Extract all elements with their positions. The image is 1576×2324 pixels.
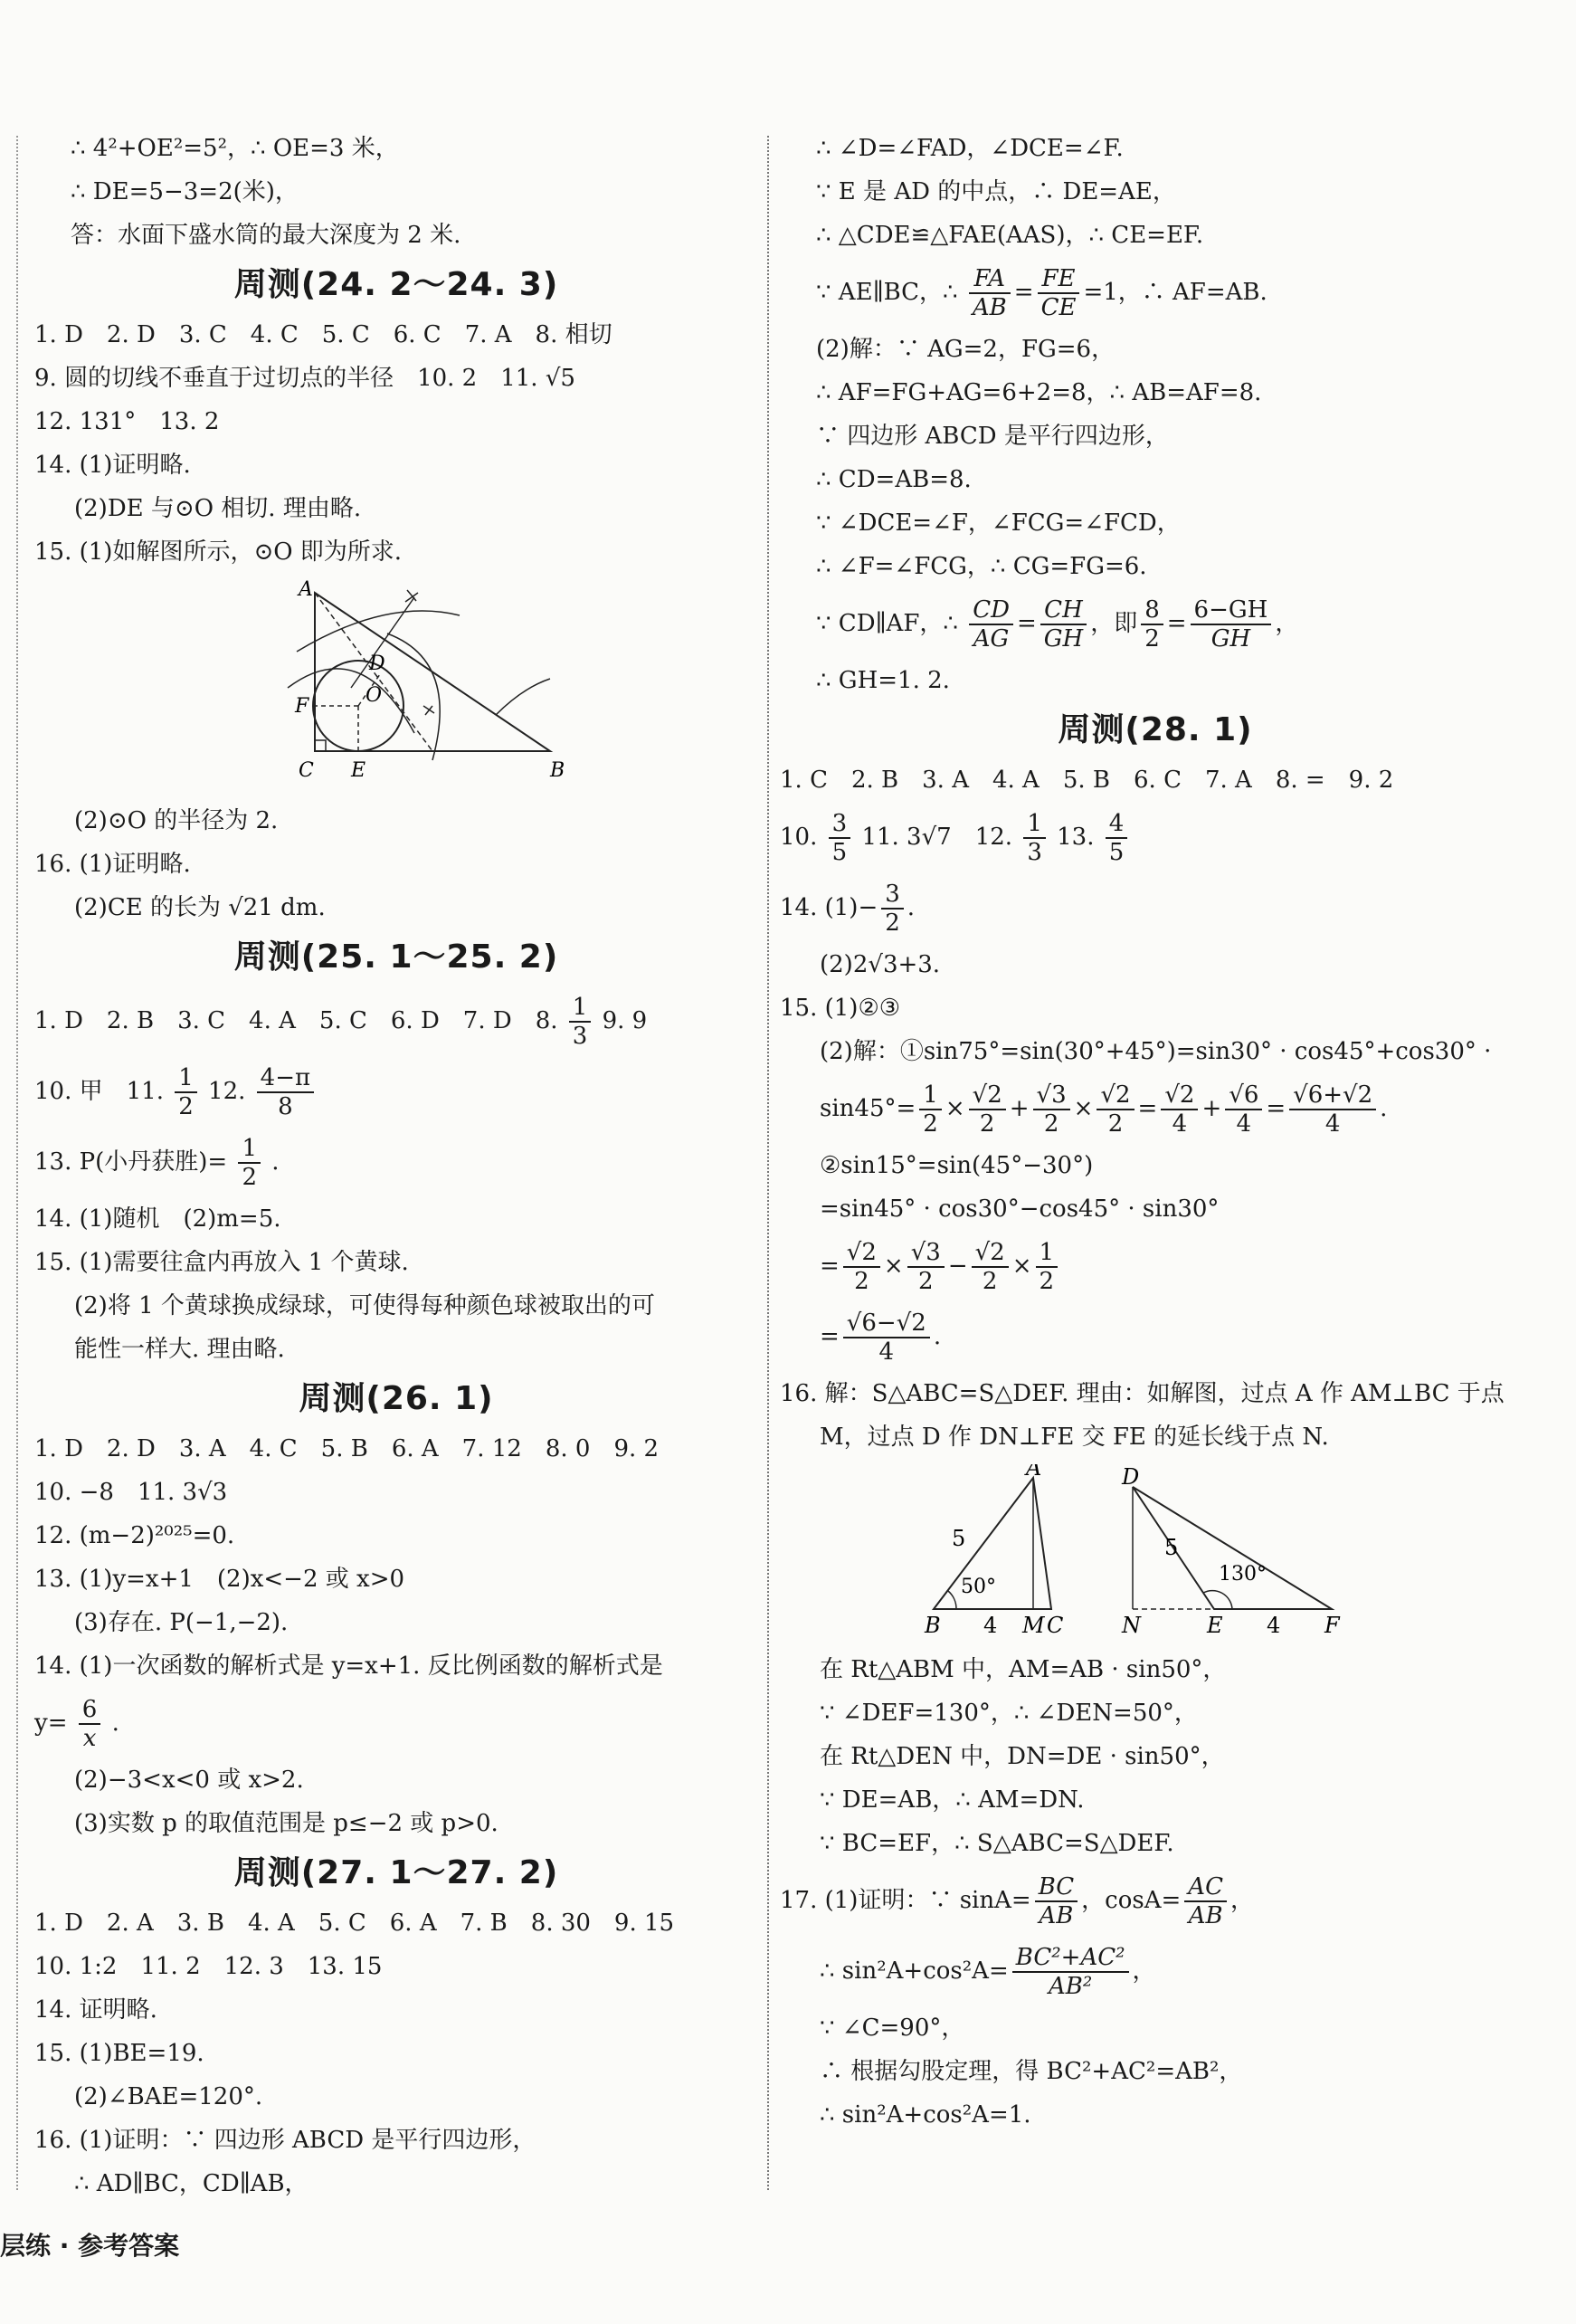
right-column — [780, 127, 1531, 2137]
fraction — [79, 1696, 101, 1752]
answer-line: (2)−3<x<0 或 x>2. — [74, 1767, 304, 1794]
answer-line: 14. (1)证明略. — [34, 452, 191, 479]
denominator: 5 — [831, 839, 848, 866]
denominator: CE — [1040, 294, 1077, 321]
answer-text: = — [1266, 1095, 1286, 1122]
section-heading: 周测(27. 1～27. 2) — [233, 1854, 559, 1891]
side-label: 4 — [983, 1613, 998, 1636]
numerator: √6−√2 — [843, 1310, 930, 1338]
label-e: E — [1207, 1613, 1223, 1636]
numerator: 1 — [569, 994, 592, 1023]
answer-line — [34, 1056, 758, 1127]
numerator: √2 — [1161, 1081, 1198, 1110]
answer-line: 14. (1)随机 (2)m=5. — [34, 1205, 281, 1233]
label-e: E — [351, 759, 366, 782]
answer-text: 10. 甲 11. — [34, 1078, 164, 1105]
denominator: 2 — [242, 1164, 257, 1191]
label-a: A — [1026, 1464, 1042, 1481]
answer-text: × — [945, 1095, 965, 1122]
numerator: FA — [969, 265, 1011, 294]
answer-text: 11. 3√7 12. — [861, 824, 1013, 851]
answer-line — [780, 1231, 1531, 1301]
numerator: 1 — [1036, 1239, 1059, 1268]
text-line: ∴ GH=1. 2. — [816, 667, 950, 694]
label-o: O — [366, 684, 383, 707]
text: =1，∴ AF=AB. — [1083, 279, 1267, 306]
numerator: 1 — [919, 1081, 942, 1110]
answer-line: ∴ AD∥BC，CD∥AB， — [74, 2170, 309, 2197]
denominator: AB — [1039, 1902, 1074, 1929]
answer-line: 15. (1)如解图所示，⊙O 即为所求. — [34, 538, 403, 566]
answer-line — [780, 1301, 1531, 1372]
denominator: 3 — [572, 1023, 588, 1050]
denominator: 3 — [1027, 839, 1042, 866]
label-b: B — [550, 759, 565, 782]
answer-line: 12. 131° 13. 2 — [34, 408, 220, 435]
answer-line: ∴ sin²A+cos²A=1. — [820, 2101, 1031, 2129]
fraction — [1106, 810, 1128, 866]
denominator: 2 — [979, 1110, 995, 1138]
answer-line: ∵ ∠DEF=130°，∴ ∠DEN=50°， — [820, 1700, 1198, 1727]
answer-line: 10. −8 11. 3√3 — [34, 1479, 228, 1506]
answer-line: (3)实数 p 的取值范围是 p≤−2 或 p>0. — [74, 1810, 498, 1837]
answer-line: M，过点 D 作 DN⊥FE 交 FE 的延长线于点 N. — [820, 1424, 1329, 1451]
denominator: 4 — [1324, 1110, 1341, 1138]
fraction — [843, 1310, 930, 1366]
answer-line: (2)解：①sin75°=sin(30°+45°)=sin30° · cos45°+cos30° · — [820, 1038, 1492, 1065]
answer-line — [780, 1865, 1531, 1936]
answer-text: 14. (1)− — [780, 894, 878, 921]
answer-line: 13. (1)y=x+1 (2)x<−2 或 x>0 — [34, 1566, 405, 1593]
denominator: 2 — [854, 1268, 869, 1295]
answer-text: × — [883, 1252, 904, 1280]
answer-line: 1. D 2. D 3. A 4. C 5. B 6. A 7. 12 8. 0 9. 2 — [34, 1435, 660, 1462]
numerator: 3 — [881, 881, 904, 910]
section-heading: 周测(25. 1～25. 2) — [233, 938, 559, 976]
answer-line: 14. (1)一次函数的解析式是 y=x+1. 反比例函数的解析式是 — [34, 1653, 663, 1680]
answer-text: + — [1009, 1095, 1030, 1122]
answer-line: (3)存在. P(−1,−2). — [74, 1609, 289, 1636]
answer-line: (2)将 1 个黄球换成绿球，可使得每种颜色球被取出的可 — [74, 1292, 655, 1319]
text: ∵ AE∥BC，∴ — [816, 279, 958, 306]
numerator: BC — [1035, 1873, 1078, 1902]
fraction — [1225, 1081, 1262, 1138]
answer-line: (2)DE 与⊙O 相切. 理由略. — [74, 495, 362, 522]
label-n: N — [1122, 1613, 1141, 1636]
fraction — [1035, 1873, 1078, 1929]
denominator: 2 — [1039, 1268, 1055, 1295]
answer-line: (2)∠BAE=120°. — [74, 2083, 263, 2110]
numerator: 4 — [1106, 810, 1128, 839]
answer-line: ∵ BC=EF，∴ S△ABC=S△DEF. — [820, 1830, 1174, 1857]
label-f: F — [295, 695, 309, 718]
text-line: ∴ ∠D=∠FAD，∠DCE=∠F. — [816, 135, 1124, 162]
answer-text: − — [947, 1252, 968, 1280]
fraction — [881, 881, 904, 937]
fraction — [1033, 1081, 1070, 1138]
answer-line: 1. D 2. A 3. B 4. A 5. C 6. A 7. B 8. 30 9. 15 — [34, 1910, 675, 1937]
triangles-figure — [780, 1464, 1531, 1643]
numerator: √2 — [1097, 1081, 1134, 1110]
circle-triangle-figure — [34, 579, 758, 794]
side-label: 5 — [1164, 1535, 1179, 1560]
answer-line: 12. (m−2)²⁰²⁵=0. — [34, 1522, 235, 1549]
answer-line: 1. C 2. B 3. A 4. A 5. B 6. C 7. A 8. = 9. 2 — [780, 767, 1394, 794]
left-column — [34, 127, 758, 2205]
answer-text: 9. 9 — [602, 1007, 648, 1034]
text-line: (2)解：∵ AG=2，FG=6， — [816, 336, 1116, 363]
denominator: 4 — [1172, 1110, 1188, 1138]
fraction — [175, 1064, 197, 1120]
fraction — [843, 1239, 880, 1295]
denominator: 2 — [1144, 625, 1160, 652]
answer-text: sin45°= — [820, 1095, 916, 1122]
text: = — [1016, 610, 1037, 637]
numerator: 3 — [829, 810, 851, 839]
text-line: 答：水面下盛水筒的最大深度为 2 米. — [71, 222, 461, 249]
fraction — [569, 994, 592, 1050]
answer-line: 能性一样大. 理由略. — [74, 1336, 285, 1363]
answer-line: =sin45° · cos30°−cos45° · sin30° — [820, 1195, 1220, 1223]
answer-line: 14. 证明略. — [34, 1996, 157, 2024]
answer-line — [34, 1688, 758, 1758]
fraction — [1097, 1081, 1134, 1138]
answer-line: 9. 圆的切线不垂直于过切点的半径 10. 2 11. √5 — [34, 365, 575, 392]
answer-line — [780, 872, 1531, 943]
fraction — [1036, 1239, 1059, 1295]
denominator: 2 — [885, 910, 900, 937]
answer-text: . — [933, 1323, 942, 1350]
text: ∵ CD∥AF，∴ — [816, 610, 958, 637]
section-heading: 周测(26. 1) — [299, 1380, 494, 1417]
text-line: ∴ CD=AB=8. — [816, 466, 972, 493]
section-heading: 周测(28. 1) — [1058, 711, 1253, 748]
label-d: D — [369, 652, 385, 675]
section-heading: 周测(24. 2～24. 3) — [233, 266, 559, 303]
numerator: CD — [969, 596, 1013, 625]
answer-line: ∵ DE=AB，∴ AM=DN. — [820, 1786, 1085, 1814]
fraction — [1161, 1081, 1198, 1138]
fraction — [829, 810, 851, 866]
fraction — [907, 1239, 945, 1295]
answer-line: 16. 解：S△ABC=S△DEF. 理由：如解图，过点 A 作 AM⊥BC 于点 — [780, 1380, 1505, 1407]
denominator: 4 — [1236, 1110, 1252, 1138]
figure-svg — [279, 579, 577, 787]
answer-line: 15. (1)BE=19. — [34, 2040, 204, 2067]
answer-text: 1. D 2. B 3. C 4. A 5. C 6. D 7. D 8. — [34, 1007, 558, 1034]
fraction — [969, 265, 1011, 321]
text-line — [780, 257, 1531, 328]
answer-line: ②sin15°=sin(45°−30°) — [820, 1152, 1094, 1179]
text: = — [1013, 279, 1034, 306]
fraction — [969, 596, 1013, 652]
answer-line: 10. 1:2 11. 2 12. 3 13. 15 — [34, 1953, 383, 1980]
label-b: B — [925, 1613, 941, 1636]
text: ，即 — [1090, 610, 1138, 637]
denominator: 2 — [178, 1093, 194, 1120]
answer-line: 1. D 2. D 3. C 4. C 5. C 6. C 7. A 8. 相切 — [34, 321, 612, 348]
numerator: 8 — [1141, 596, 1163, 625]
text-line: ∵ 四边形 ABCD 是平行四边形， — [816, 423, 1169, 450]
answer-text: 12. — [208, 1078, 246, 1105]
answer-text: . — [907, 894, 916, 921]
answer-line: ∵ ∠C=90°， — [820, 2014, 965, 2042]
fraction — [1191, 596, 1272, 652]
answer-text: = — [820, 1252, 840, 1280]
answer-line: 15. (1)②③ — [780, 995, 901, 1022]
left-margin-dots — [16, 136, 18, 2190]
answer-text: + — [1201, 1095, 1222, 1122]
denominator: 8 — [278, 1093, 293, 1120]
angle-label: 50° — [961, 1576, 996, 1598]
answer-text: . — [271, 1148, 280, 1176]
numerator: BC²+AC² — [1012, 1944, 1129, 1973]
denominator: AB² — [1048, 1973, 1093, 2000]
denominator: GH — [1043, 625, 1084, 652]
numerator: √6+√2 — [1289, 1081, 1376, 1110]
numerator: CH — [1040, 596, 1087, 625]
answer-line: (2)2√3+3. — [820, 951, 941, 978]
numerator: 1 — [238, 1135, 261, 1164]
answer-line — [780, 1936, 1531, 2006]
fraction — [919, 1081, 942, 1138]
fraction — [238, 1135, 261, 1191]
numerator: √2 — [843, 1239, 880, 1268]
answer-text: ， — [1132, 1957, 1156, 1985]
text-line — [780, 588, 1531, 659]
label-c: C — [299, 759, 314, 782]
denominator: x — [82, 1725, 97, 1752]
numerator: √3 — [907, 1239, 945, 1268]
figure-svg — [916, 1464, 1368, 1636]
text-line: ∴ △CDE≌△FAE(AAS)，∴ CE=EF. — [816, 222, 1204, 249]
answer-text: = — [1137, 1095, 1158, 1122]
denominator: 2 — [982, 1268, 998, 1295]
answer-text: 13. P(小丹获胜)= — [34, 1148, 228, 1176]
fraction — [257, 1064, 314, 1120]
numerator: √2 — [969, 1081, 1006, 1110]
side-label: 4 — [1267, 1613, 1281, 1636]
angle-label: 130° — [1219, 1563, 1267, 1586]
text-line: ∵ ∠DCE=∠F，∠FCG=∠FCD， — [816, 510, 1181, 537]
numerator: 6 — [79, 1696, 101, 1725]
label-c: C — [1047, 1613, 1064, 1636]
denominator: 4 — [878, 1338, 895, 1366]
denominator: AB — [1188, 1902, 1223, 1929]
fraction — [969, 1081, 1006, 1138]
label-f: F — [1324, 1613, 1340, 1636]
answer-text: 10. — [780, 824, 818, 851]
fraction — [1184, 1873, 1227, 1929]
numerator: AC — [1184, 1873, 1227, 1902]
answer-line — [34, 986, 758, 1056]
answer-line: 16. (1)证明略. — [34, 851, 191, 878]
answer-text: = — [820, 1323, 840, 1350]
text: ， — [1275, 610, 1299, 637]
answer-text: . — [1380, 1095, 1388, 1122]
fraction — [1289, 1081, 1376, 1138]
numerator: FE — [1038, 265, 1080, 294]
answer-line — [34, 1127, 758, 1197]
label-d: D — [1122, 1464, 1140, 1490]
fraction — [1023, 810, 1046, 866]
text-line: ∵ E 是 AD 的中点，∴ DE=AE， — [816, 178, 1176, 205]
answer-line: ∴ 根据勾股定理，得 BC²+AC²=AB²， — [820, 2058, 1243, 2085]
answer-line: 在 Rt△DEN 中，DN=DE · sin50°， — [820, 1743, 1225, 1770]
page-footer: 层练 · 参考答案 — [0, 2231, 180, 2261]
label-m: M — [1022, 1613, 1045, 1636]
answer-text: × — [1011, 1252, 1032, 1280]
fraction — [1040, 596, 1087, 652]
answer-line — [780, 802, 1531, 872]
numerator: 4−π — [257, 1064, 314, 1093]
fraction — [1038, 265, 1080, 321]
answer-line: (2)CE 的长为 √21 dm. — [74, 894, 326, 921]
answer-line: (2)⊙O 的半径为 2. — [74, 807, 279, 834]
denominator: 2 — [917, 1268, 934, 1295]
denominator: 5 — [1108, 839, 1125, 866]
label-a: A — [299, 579, 313, 601]
answer-line: 15. (1)需要往盒内再放入 1 个黄球. — [34, 1249, 409, 1276]
text: = — [1166, 610, 1187, 637]
answer-text: ，cosA= — [1081, 1887, 1182, 1914]
text-line: ∴ 4²+OE²=5²，∴ OE=3 米， — [71, 135, 399, 162]
text-line: ∴ DE=5−3=2(米)， — [71, 178, 299, 205]
answer-text: ∴ sin²A+cos²A= — [820, 1957, 1009, 1985]
denominator: AB — [972, 294, 1007, 321]
fraction — [1012, 1944, 1129, 2000]
denominator: 2 — [1107, 1110, 1124, 1138]
denominator: 2 — [923, 1110, 938, 1138]
denominator: 2 — [1043, 1110, 1059, 1138]
answer-line — [780, 1073, 1531, 1144]
answer-text: . — [111, 1710, 119, 1737]
numerator: 6−GH — [1191, 596, 1272, 625]
numerator: √2 — [972, 1239, 1009, 1268]
denominator: AG — [973, 625, 1010, 652]
numerator: √3 — [1033, 1081, 1070, 1110]
answer-text: 17. (1)证明：∵ sinA= — [780, 1887, 1031, 1914]
text-line: ∴ AF=FG+AG=6+2=8，∴ AB=AF=8. — [816, 379, 1262, 406]
answer-text: × — [1073, 1095, 1094, 1122]
answer-line: 在 Rt△ABM 中，AM=AB · sin50°， — [820, 1656, 1227, 1683]
numerator: 1 — [175, 1064, 197, 1093]
answer-line: 16. (1)证明：∵ 四边形 ABCD 是平行四边形， — [34, 2127, 536, 2154]
numerator: 1 — [1023, 810, 1046, 839]
text-line: ∴ ∠F=∠FCG，∴ CG=FG=6. — [816, 553, 1147, 580]
denominator: GH — [1210, 625, 1251, 652]
side-label: 5 — [952, 1526, 966, 1551]
answer-text: ， — [1229, 1887, 1254, 1914]
numerator: √6 — [1225, 1081, 1262, 1110]
answer-text: 13. — [1057, 824, 1095, 851]
answer-text: y= — [34, 1710, 68, 1737]
fraction — [1141, 596, 1163, 652]
fraction — [972, 1239, 1009, 1295]
column-divider — [767, 136, 769, 2190]
